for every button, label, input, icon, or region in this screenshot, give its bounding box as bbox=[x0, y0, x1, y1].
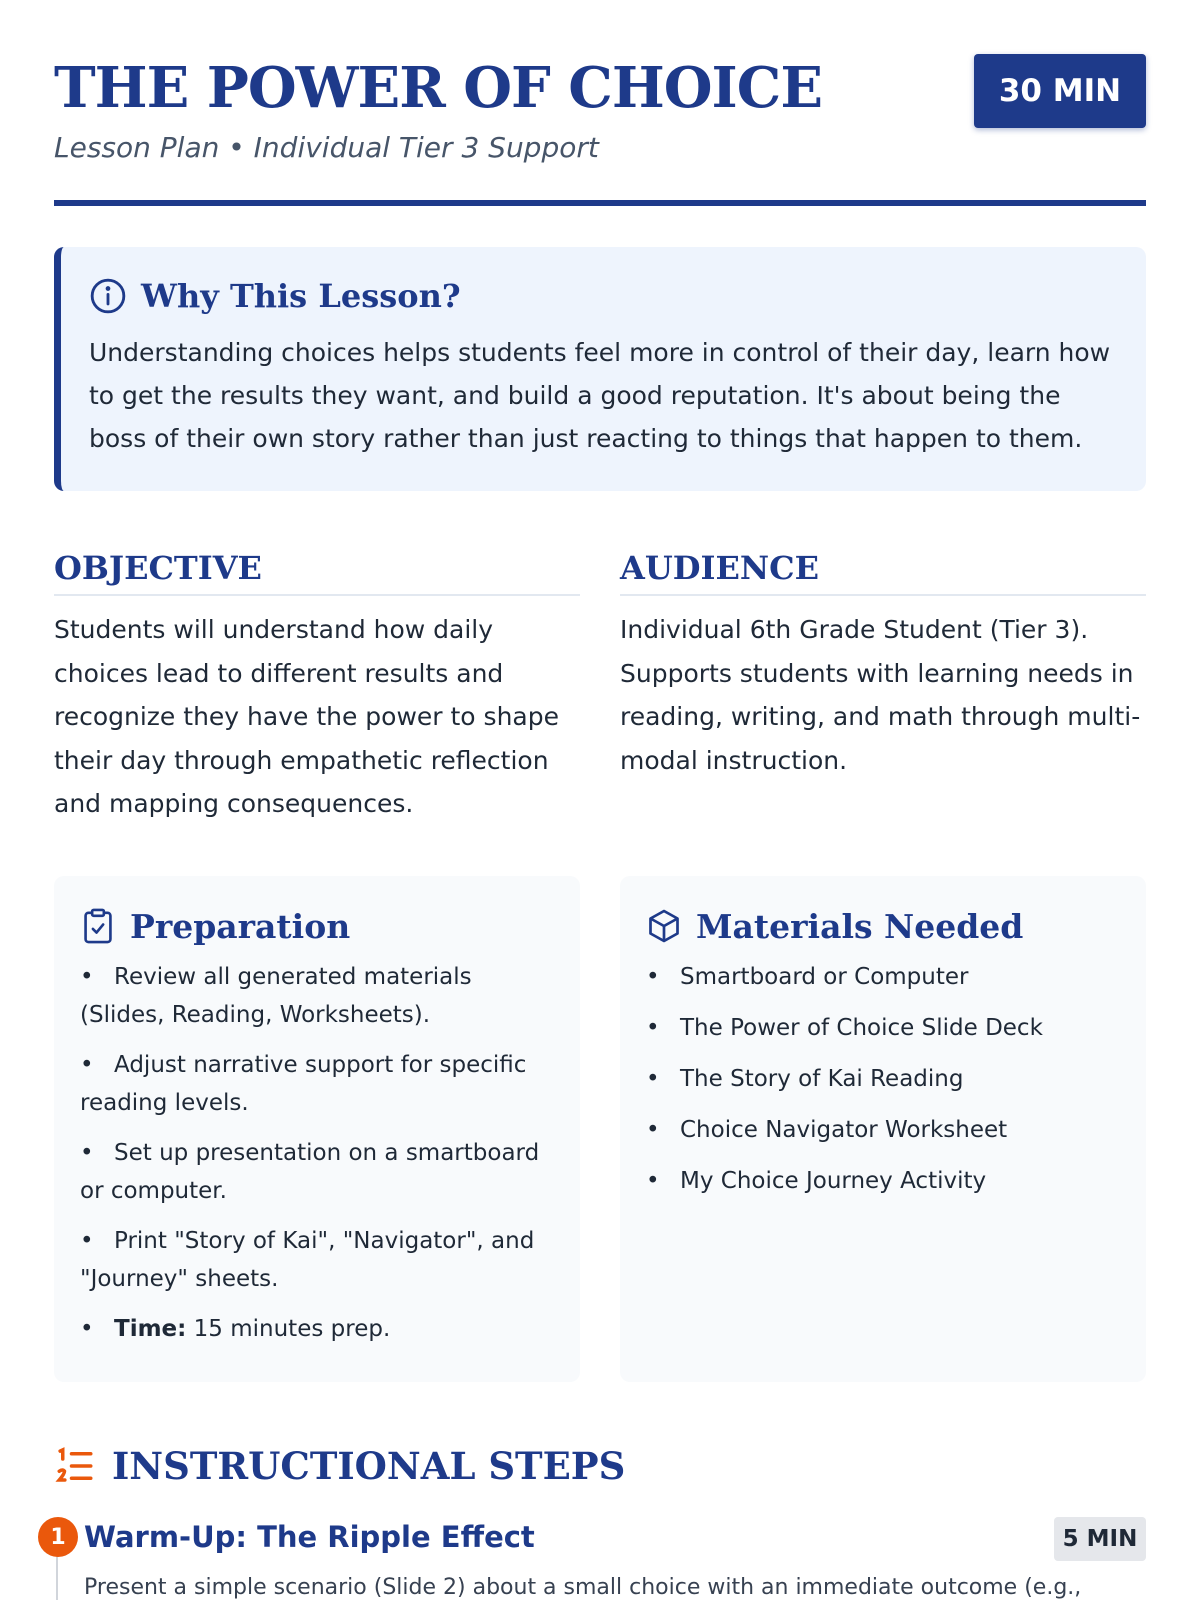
material-item: • The Power of Choice Slide Deck bbox=[646, 1009, 1120, 1047]
why-title: Why This Lesson? bbox=[141, 277, 461, 315]
audience-text: Individual 6th Grade Student (Tier 3). Supports students with learning needs in reading, writing, and math through multi-modal instruction. bbox=[620, 615, 1141, 775]
prep-time-label: Time: bbox=[114, 1316, 187, 1342]
audience-title: AUDIENCE bbox=[620, 548, 1146, 596]
step-timeline-line bbox=[56, 1553, 58, 1600]
preparation-item: • Print "Story of Kai", "Navigator", and "Journey" sheets. bbox=[80, 1222, 554, 1298]
preparation-item: • Adjust narrative support for specific reading levels. bbox=[80, 1046, 554, 1122]
preparation-item: • Review all generated materials (Slides, Reading, Worksheets). bbox=[80, 958, 554, 1034]
material-item: • My Choice Journey Activity bbox=[646, 1162, 1120, 1200]
material-item: • The Story of Kai Reading bbox=[646, 1060, 1120, 1098]
info-icon bbox=[89, 277, 127, 315]
clipboard-check-icon bbox=[80, 907, 116, 945]
page-subtitle: Lesson Plan • Individual Tier 3 Support bbox=[54, 131, 599, 164]
instructional-steps-header bbox=[54, 1442, 625, 1490]
why-text: Understanding choices helps students feel more in control of their day, learn how to get the results they want, and build a good reputation. It's about being the boss of their own story rather than just reacting to things that happen to them. bbox=[89, 338, 1111, 453]
preparation-header bbox=[80, 904, 554, 948]
step-description: Present a simple scenario (Slide 2) about a small choice with an immediate outcome (e.g., bbox=[84, 1575, 1082, 1600]
objective-title: OBJECTIVE bbox=[54, 548, 580, 596]
objective-text: Students will understand how daily choices lead to different results and recognize they have the power to shape their day through empathetic reflection and mapping consequences. bbox=[54, 615, 559, 818]
lesson-header bbox=[54, 0, 1146, 207]
material-item: • Smartboard or Computer bbox=[646, 958, 1120, 996]
why-this-lesson-box bbox=[54, 247, 1146, 491]
preparation-card bbox=[54, 876, 580, 1382]
step-number-badge: 1 bbox=[38, 1517, 78, 1557]
preparation-item: • Set up presentation on a smartboard or computer. bbox=[80, 1134, 554, 1210]
materials-title: Materials Needed bbox=[696, 906, 1024, 946]
step-title: Warm-Up: The Ripple Effect bbox=[84, 1520, 535, 1554]
numbered-list-icon bbox=[54, 1445, 96, 1487]
preparation-list bbox=[80, 958, 554, 1348]
materials-list bbox=[646, 958, 1120, 1200]
materials-header bbox=[646, 904, 1120, 948]
materials-card bbox=[620, 876, 1146, 1382]
step-duration-badge: 5 MIN bbox=[1054, 1517, 1146, 1561]
why-header bbox=[89, 273, 1116, 319]
preparation-item-time bbox=[80, 1310, 554, 1348]
objective-section bbox=[54, 548, 580, 826]
page-title: THE POWER OF CHOICE bbox=[54, 55, 823, 121]
audience-section bbox=[620, 548, 1146, 782]
preparation-title: Preparation bbox=[130, 906, 351, 946]
lesson-plan-page bbox=[50, 0, 1146, 1600]
material-item: • Choice Navigator Worksheet bbox=[646, 1111, 1120, 1149]
header-divider bbox=[54, 200, 1146, 206]
steps-title: INSTRUCTIONAL STEPS bbox=[112, 1444, 626, 1488]
prep-time-value: 15 minutes prep. bbox=[186, 1316, 391, 1342]
box-icon bbox=[646, 907, 682, 945]
duration-badge: 30 MIN bbox=[974, 54, 1146, 128]
